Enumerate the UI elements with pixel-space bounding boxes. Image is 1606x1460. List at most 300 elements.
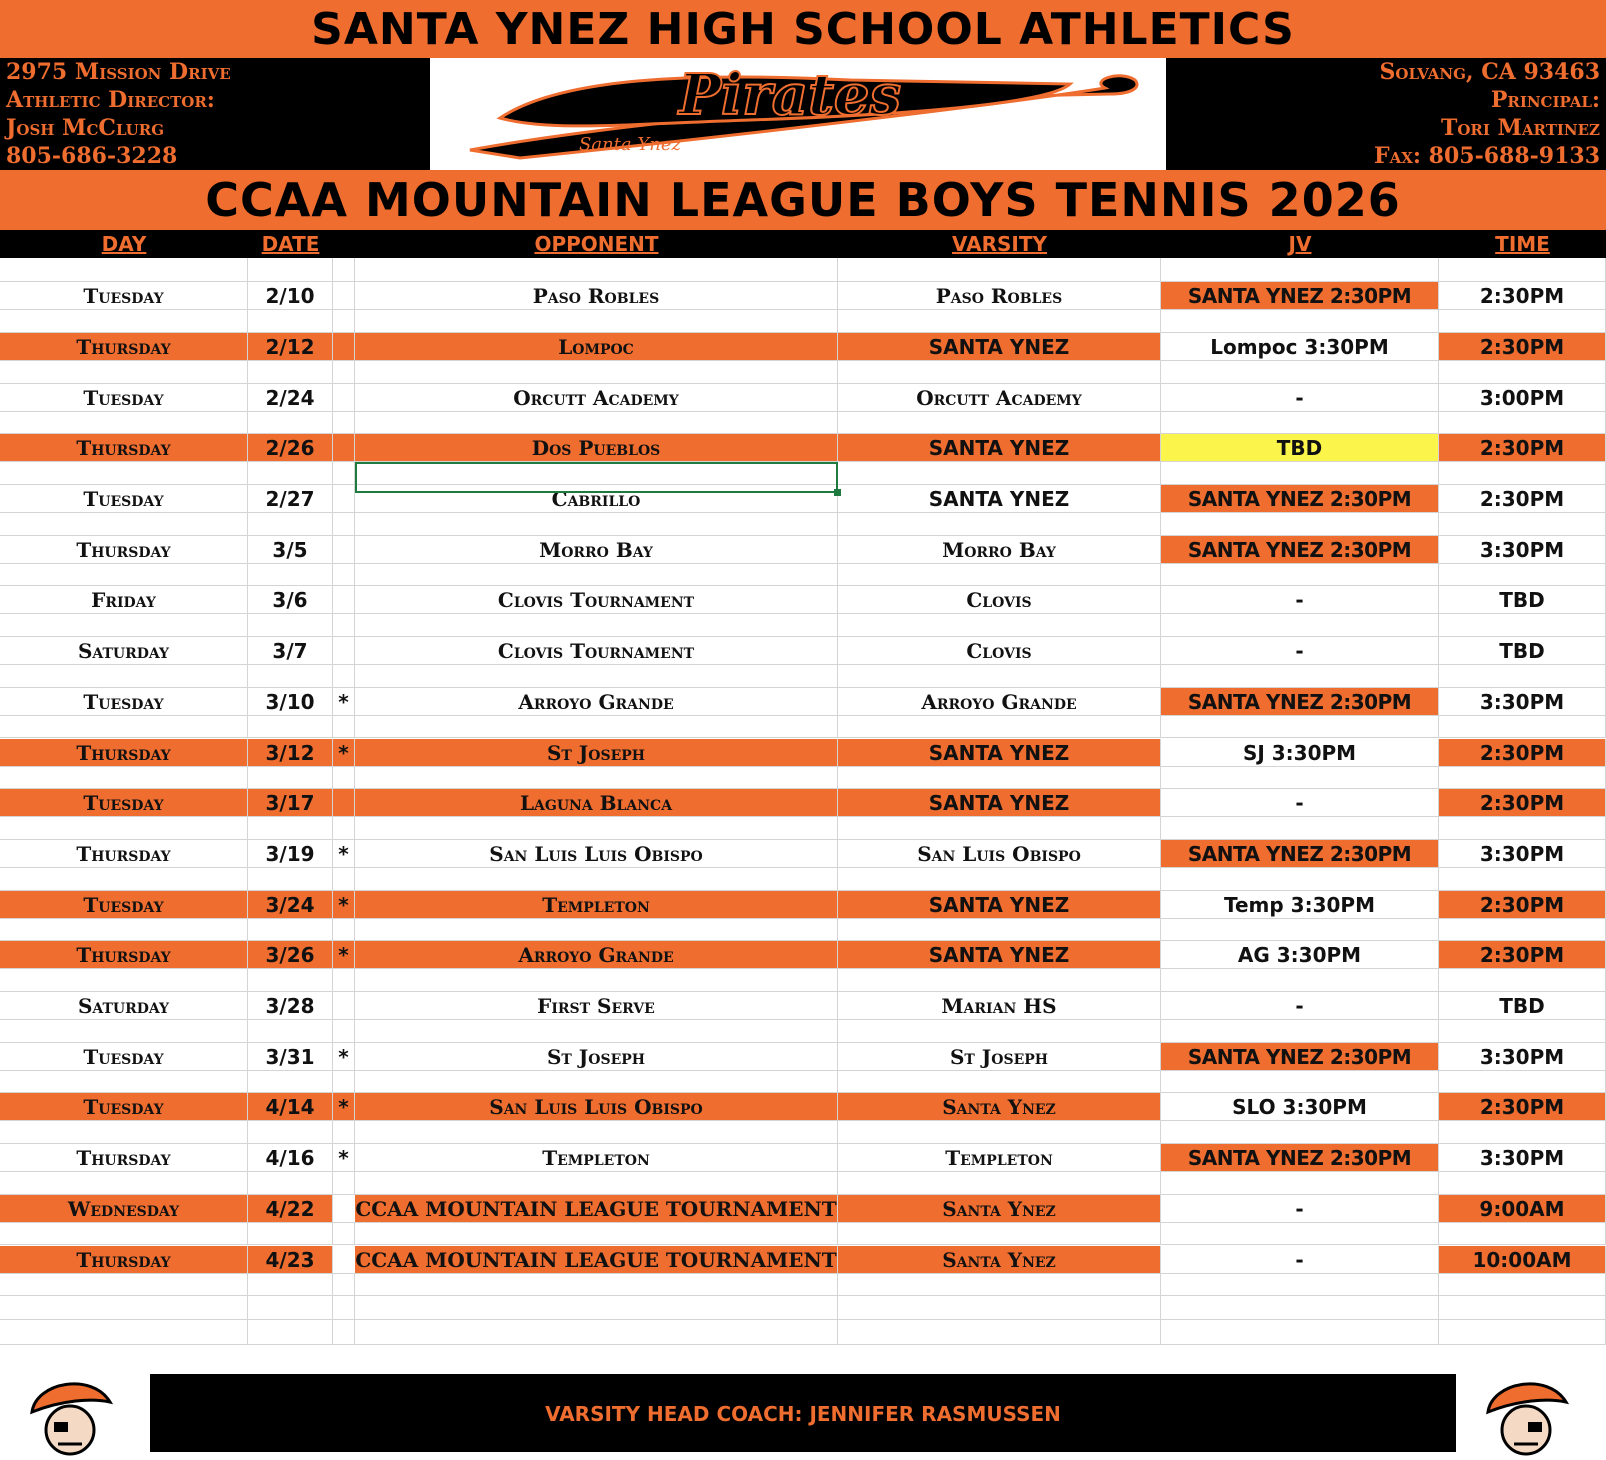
empty-cell[interactable] bbox=[248, 665, 333, 687]
empty-cell[interactable] bbox=[248, 462, 333, 484]
empty-cell[interactable] bbox=[1161, 1296, 1439, 1319]
date-cell[interactable]: 4/16 bbox=[248, 1144, 333, 1171]
empty-cell[interactable] bbox=[333, 258, 355, 281]
day-cell[interactable]: Friday bbox=[0, 586, 248, 613]
empty-cell[interactable] bbox=[333, 1223, 355, 1245]
empty-cell[interactable] bbox=[333, 614, 355, 636]
empty-cell[interactable] bbox=[1161, 1020, 1439, 1042]
empty-cell[interactable] bbox=[248, 513, 333, 535]
empty-cell[interactable] bbox=[1161, 614, 1439, 636]
empty-cell[interactable] bbox=[1161, 310, 1439, 332]
col-header-date[interactable]: DATE bbox=[261, 232, 320, 256]
empty-cell[interactable] bbox=[838, 513, 1161, 535]
date-cell[interactable]: 2/26 bbox=[248, 434, 333, 461]
empty-cell[interactable] bbox=[1439, 564, 1606, 586]
date-cell[interactable]: 2/27 bbox=[248, 485, 333, 512]
empty-cell[interactable] bbox=[1439, 1020, 1606, 1042]
empty-cell[interactable] bbox=[0, 716, 248, 738]
selected-cell[interactable] bbox=[355, 462, 838, 493]
jv-cell[interactable]: - bbox=[1161, 992, 1439, 1019]
jv-cell[interactable]: - bbox=[1161, 586, 1439, 613]
empty-cell[interactable] bbox=[838, 564, 1161, 586]
time-cell[interactable]: 2:30PM bbox=[1439, 333, 1606, 360]
empty-cell[interactable] bbox=[248, 969, 333, 991]
varsity-cell[interactable]: SANTA YNEZ bbox=[838, 891, 1161, 918]
empty-cell[interactable] bbox=[248, 919, 333, 941]
varsity-cell[interactable]: Clovis bbox=[838, 586, 1161, 613]
conference-marker-cell[interactable]: * bbox=[333, 941, 355, 968]
opponent-cell[interactable]: Dos Pueblos bbox=[355, 434, 838, 461]
empty-cell[interactable] bbox=[1439, 361, 1606, 383]
opponent-cell[interactable]: St Joseph bbox=[355, 739, 838, 766]
jv-cell[interactable]: Temp 3:30PM bbox=[1161, 891, 1439, 918]
game-row[interactable] bbox=[0, 1043, 1606, 1071]
empty-cell[interactable] bbox=[0, 1274, 248, 1296]
jv-cell[interactable]: SJ 3:30PM bbox=[1161, 739, 1439, 766]
empty-cell[interactable] bbox=[0, 614, 248, 636]
empty-cell[interactable] bbox=[248, 258, 333, 281]
game-row[interactable] bbox=[0, 1195, 1606, 1223]
empty-cell[interactable] bbox=[1161, 361, 1439, 383]
varsity-cell[interactable]: Arroyo Grande bbox=[838, 688, 1161, 715]
empty-cell[interactable] bbox=[838, 1071, 1161, 1093]
empty-cell[interactable] bbox=[0, 564, 248, 586]
empty-cell[interactable] bbox=[333, 564, 355, 586]
empty-cell[interactable] bbox=[1439, 767, 1606, 789]
empty-cell[interactable] bbox=[248, 1020, 333, 1042]
jv-cell[interactable]: SANTA YNEZ 2:30PM bbox=[1161, 536, 1439, 563]
day-cell[interactable]: Saturday bbox=[0, 992, 248, 1019]
opponent-cell[interactable]: Orcutt Academy bbox=[355, 384, 838, 411]
game-row[interactable] bbox=[0, 586, 1606, 614]
opponent-cell[interactable]: Clovis Tournament bbox=[355, 586, 838, 613]
empty-cell[interactable] bbox=[1439, 1071, 1606, 1093]
jv-cell[interactable]: SANTA YNEZ 2:30PM bbox=[1161, 1144, 1439, 1171]
empty-cell[interactable] bbox=[0, 665, 248, 687]
empty-cell[interactable] bbox=[355, 361, 838, 383]
empty-cell[interactable] bbox=[0, 412, 248, 434]
empty-cell[interactable] bbox=[248, 817, 333, 839]
varsity-cell[interactable]: Orcutt Academy bbox=[838, 384, 1161, 411]
empty-cell[interactable] bbox=[248, 716, 333, 738]
empty-cell[interactable] bbox=[333, 868, 355, 890]
empty-cell[interactable] bbox=[838, 817, 1161, 839]
opponent-cell[interactable]: Morro Bay bbox=[355, 536, 838, 563]
empty-cell[interactable] bbox=[248, 767, 333, 789]
empty-cell[interactable] bbox=[355, 1274, 838, 1296]
empty-cell[interactable] bbox=[0, 513, 248, 535]
opponent-cell[interactable]: Templeton bbox=[355, 1144, 838, 1171]
empty-cell[interactable] bbox=[1439, 1172, 1606, 1194]
empty-cell[interactable] bbox=[1161, 919, 1439, 941]
day-cell[interactable]: Thursday bbox=[0, 941, 248, 968]
empty-cell[interactable] bbox=[838, 1172, 1161, 1194]
date-cell[interactable]: 3/12 bbox=[248, 739, 333, 766]
empty-cell[interactable] bbox=[333, 1296, 355, 1319]
empty-cell[interactable] bbox=[1161, 1223, 1439, 1245]
empty-cell[interactable] bbox=[355, 1121, 838, 1143]
empty-cell[interactable] bbox=[838, 1274, 1161, 1296]
time-cell[interactable]: 10:00AM bbox=[1439, 1246, 1606, 1273]
empty-cell[interactable] bbox=[248, 310, 333, 332]
empty-cell[interactable] bbox=[248, 868, 333, 890]
time-cell[interactable]: 2:30PM bbox=[1439, 941, 1606, 968]
empty-cell[interactable] bbox=[355, 564, 838, 586]
empty-cell[interactable] bbox=[355, 1320, 838, 1343]
empty-cell[interactable] bbox=[333, 361, 355, 383]
empty-cell[interactable] bbox=[333, 1071, 355, 1093]
jv-cell[interactable]: SLO 3:30PM bbox=[1161, 1093, 1439, 1120]
opponent-cell[interactable]: St Joseph bbox=[355, 1043, 838, 1070]
opponent-cell[interactable]: San Luis Luis Obispo bbox=[355, 1093, 838, 1120]
day-cell[interactable]: Thursday bbox=[0, 1144, 248, 1171]
empty-cell[interactable] bbox=[0, 1020, 248, 1042]
conference-marker-cell[interactable]: * bbox=[333, 891, 355, 918]
day-cell[interactable]: Tuesday bbox=[0, 688, 248, 715]
empty-cell[interactable] bbox=[248, 1274, 333, 1296]
empty-cell[interactable] bbox=[0, 1320, 248, 1343]
conference-marker-cell[interactable] bbox=[333, 992, 355, 1019]
conference-marker-cell[interactable] bbox=[333, 789, 355, 816]
empty-cell[interactable] bbox=[838, 1320, 1161, 1343]
varsity-cell[interactable]: SANTA YNEZ bbox=[838, 333, 1161, 360]
empty-cell[interactable] bbox=[0, 817, 248, 839]
conference-marker-cell[interactable] bbox=[333, 434, 355, 461]
varsity-cell[interactable]: SANTA YNEZ bbox=[838, 941, 1161, 968]
day-cell[interactable]: Tuesday bbox=[0, 384, 248, 411]
empty-cell[interactable] bbox=[838, 1223, 1161, 1245]
empty-cell[interactable] bbox=[248, 1172, 333, 1194]
date-cell[interactable]: 3/31 bbox=[248, 1043, 333, 1070]
date-cell[interactable]: 3/7 bbox=[248, 637, 333, 664]
game-row[interactable] bbox=[0, 688, 1606, 716]
empty-cell[interactable] bbox=[838, 767, 1161, 789]
day-cell[interactable]: Tuesday bbox=[0, 1093, 248, 1120]
empty-cell[interactable] bbox=[1161, 1172, 1439, 1194]
varsity-cell[interactable]: Santa Ynez bbox=[838, 1093, 1161, 1120]
time-cell[interactable]: 3:30PM bbox=[1439, 688, 1606, 715]
varsity-cell[interactable]: SANTA YNEZ bbox=[838, 434, 1161, 461]
empty-cell[interactable] bbox=[1161, 1071, 1439, 1093]
day-cell[interactable]: Thursday bbox=[0, 536, 248, 563]
empty-cell[interactable] bbox=[1439, 1223, 1606, 1245]
empty-cell[interactable] bbox=[1439, 716, 1606, 738]
varsity-cell[interactable]: Marian HS bbox=[838, 992, 1161, 1019]
varsity-cell[interactable]: Morro Bay bbox=[838, 536, 1161, 563]
game-row[interactable] bbox=[0, 840, 1606, 868]
empty-cell[interactable] bbox=[355, 1223, 838, 1245]
varsity-cell[interactable]: SANTA YNEZ bbox=[838, 485, 1161, 512]
jv-cell[interactable]: - bbox=[1161, 789, 1439, 816]
game-row[interactable] bbox=[0, 333, 1606, 361]
empty-cell[interactable] bbox=[1161, 513, 1439, 535]
empty-cell[interactable] bbox=[1161, 868, 1439, 890]
empty-cell[interactable] bbox=[333, 716, 355, 738]
date-cell[interactable]: 3/10 bbox=[248, 688, 333, 715]
varsity-cell[interactable]: Santa Ynez bbox=[838, 1195, 1161, 1222]
empty-cell[interactable] bbox=[333, 817, 355, 839]
empty-cell[interactable] bbox=[355, 1020, 838, 1042]
empty-cell[interactable] bbox=[248, 361, 333, 383]
jv-cell[interactable]: SANTA YNEZ 2:30PM bbox=[1161, 688, 1439, 715]
date-cell[interactable]: 3/26 bbox=[248, 941, 333, 968]
empty-cell[interactable] bbox=[838, 1020, 1161, 1042]
empty-cell[interactable] bbox=[1439, 868, 1606, 890]
empty-cell[interactable] bbox=[1439, 1320, 1606, 1343]
empty-cell[interactable] bbox=[1161, 1274, 1439, 1296]
empty-cell[interactable] bbox=[0, 868, 248, 890]
time-cell[interactable]: 2:30PM bbox=[1439, 434, 1606, 461]
date-cell[interactable]: 3/19 bbox=[248, 840, 333, 867]
col-header-jv[interactable]: JV bbox=[1288, 232, 1312, 256]
game-row[interactable] bbox=[0, 1144, 1606, 1172]
empty-cell[interactable] bbox=[1161, 462, 1439, 484]
empty-cell[interactable] bbox=[0, 1172, 248, 1194]
empty-cell[interactable] bbox=[838, 1296, 1161, 1319]
conference-marker-cell[interactable]: * bbox=[333, 1093, 355, 1120]
empty-cell[interactable] bbox=[355, 969, 838, 991]
empty-cell[interactable] bbox=[355, 1296, 838, 1319]
empty-cell[interactable] bbox=[1161, 412, 1439, 434]
day-cell[interactable]: Tuesday bbox=[0, 1043, 248, 1070]
opponent-cell[interactable]: Cabrillo bbox=[355, 485, 838, 512]
empty-cell[interactable] bbox=[333, 919, 355, 941]
varsity-cell[interactable]: SANTA YNEZ bbox=[838, 739, 1161, 766]
empty-cell[interactable] bbox=[1161, 817, 1439, 839]
empty-cell[interactable] bbox=[1439, 412, 1606, 434]
time-cell[interactable]: 2:30PM bbox=[1439, 891, 1606, 918]
empty-cell[interactable] bbox=[1161, 716, 1439, 738]
time-cell[interactable]: 3:30PM bbox=[1439, 840, 1606, 867]
col-header-varsity[interactable]: VARSITY bbox=[952, 232, 1047, 256]
day-cell[interactable]: Thursday bbox=[0, 840, 248, 867]
empty-cell[interactable] bbox=[1439, 462, 1606, 484]
empty-cell[interactable] bbox=[333, 462, 355, 484]
day-cell[interactable]: Thursday bbox=[0, 1246, 248, 1273]
date-cell[interactable]: 4/14 bbox=[248, 1093, 333, 1120]
empty-cell[interactable] bbox=[355, 310, 838, 332]
game-row[interactable] bbox=[0, 536, 1606, 564]
varsity-cell[interactable]: San Luis Obispo bbox=[838, 840, 1161, 867]
empty-cell[interactable] bbox=[1161, 1121, 1439, 1143]
conference-marker-cell[interactable] bbox=[333, 333, 355, 360]
empty-cell[interactable] bbox=[838, 716, 1161, 738]
varsity-cell[interactable]: Clovis bbox=[838, 637, 1161, 664]
game-row[interactable] bbox=[0, 1246, 1606, 1274]
empty-cell[interactable] bbox=[0, 1071, 248, 1093]
empty-cell[interactable] bbox=[355, 767, 838, 789]
day-cell[interactable]: Saturday bbox=[0, 637, 248, 664]
empty-cell[interactable] bbox=[1439, 1296, 1606, 1319]
empty-cell[interactable] bbox=[248, 564, 333, 586]
time-cell[interactable]: 2:30PM bbox=[1439, 789, 1606, 816]
date-cell[interactable]: 3/24 bbox=[248, 891, 333, 918]
jv-cell[interactable]: - bbox=[1161, 1246, 1439, 1273]
empty-cell[interactable] bbox=[355, 513, 838, 535]
game-row[interactable] bbox=[0, 434, 1606, 462]
col-header-day[interactable]: DAY bbox=[101, 232, 147, 256]
empty-cell[interactable] bbox=[248, 1071, 333, 1093]
empty-cell[interactable] bbox=[838, 969, 1161, 991]
empty-cell[interactable] bbox=[1161, 665, 1439, 687]
jv-cell[interactable]: SANTA YNEZ 2:30PM bbox=[1161, 282, 1439, 309]
conference-marker-cell[interactable]: * bbox=[333, 739, 355, 766]
empty-cell[interactable] bbox=[355, 868, 838, 890]
opponent-cell[interactable]: Arroyo Grande bbox=[355, 688, 838, 715]
day-cell[interactable]: Thursday bbox=[0, 434, 248, 461]
empty-cell[interactable] bbox=[333, 1172, 355, 1194]
empty-cell[interactable] bbox=[1161, 767, 1439, 789]
opponent-cell[interactable]: Laguna Blanca bbox=[355, 789, 838, 816]
fill-handle[interactable] bbox=[834, 489, 841, 496]
empty-cell[interactable] bbox=[355, 614, 838, 636]
game-row[interactable] bbox=[0, 739, 1606, 767]
varsity-cell[interactable]: St Joseph bbox=[838, 1043, 1161, 1070]
empty-cell[interactable] bbox=[355, 817, 838, 839]
time-cell[interactable]: TBD bbox=[1439, 992, 1606, 1019]
empty-cell[interactable] bbox=[0, 1223, 248, 1245]
day-cell[interactable]: Tuesday bbox=[0, 891, 248, 918]
jv-cell[interactable]: - bbox=[1161, 1195, 1439, 1222]
conference-marker-cell[interactable]: * bbox=[333, 1043, 355, 1070]
empty-cell[interactable] bbox=[333, 310, 355, 332]
time-cell[interactable]: 2:30PM bbox=[1439, 739, 1606, 766]
varsity-cell[interactable]: Santa Ynez bbox=[838, 1246, 1161, 1273]
empty-cell[interactable] bbox=[1439, 817, 1606, 839]
time-cell[interactable]: TBD bbox=[1439, 637, 1606, 664]
empty-cell[interactable] bbox=[1439, 1121, 1606, 1143]
empty-cell[interactable] bbox=[0, 919, 248, 941]
empty-cell[interactable] bbox=[248, 412, 333, 434]
opponent-cell[interactable]: San Luis Luis Obispo bbox=[355, 840, 838, 867]
opponent-cell[interactable]: CCAA MOUNTAIN LEAGUE TOURNAMENT bbox=[355, 1247, 837, 1272]
empty-cell[interactable] bbox=[355, 665, 838, 687]
day-cell[interactable]: Tuesday bbox=[0, 485, 248, 512]
game-row[interactable] bbox=[0, 384, 1606, 412]
time-cell[interactable]: 2:30PM bbox=[1439, 485, 1606, 512]
empty-cell[interactable] bbox=[1439, 614, 1606, 636]
empty-cell[interactable] bbox=[333, 767, 355, 789]
empty-cell[interactable] bbox=[1161, 564, 1439, 586]
jv-cell[interactable]: SANTA YNEZ 2:30PM bbox=[1161, 1043, 1439, 1070]
empty-cell[interactable] bbox=[838, 258, 1161, 281]
empty-cell[interactable] bbox=[248, 614, 333, 636]
jv-cell[interactable]: AG 3:30PM bbox=[1161, 941, 1439, 968]
date-cell[interactable]: 3/28 bbox=[248, 992, 333, 1019]
date-cell[interactable]: 3/17 bbox=[248, 789, 333, 816]
empty-cell[interactable] bbox=[355, 716, 838, 738]
time-cell[interactable]: 3:00PM bbox=[1439, 384, 1606, 411]
jv-cell[interactable]: SANTA YNEZ 2:30PM bbox=[1161, 840, 1439, 867]
empty-cell[interactable] bbox=[1439, 258, 1606, 281]
day-cell[interactable]: Wednesday bbox=[0, 1195, 248, 1222]
empty-cell[interactable] bbox=[355, 258, 838, 281]
empty-cell[interactable] bbox=[333, 1121, 355, 1143]
empty-cell[interactable] bbox=[248, 1320, 333, 1343]
game-row[interactable] bbox=[0, 1093, 1606, 1121]
opponent-cell[interactable]: Clovis Tournament bbox=[355, 637, 838, 664]
jv-cell[interactable]: - bbox=[1161, 384, 1439, 411]
empty-cell[interactable] bbox=[0, 969, 248, 991]
empty-cell[interactable] bbox=[333, 969, 355, 991]
varsity-cell[interactable]: Paso Robles bbox=[838, 282, 1161, 309]
empty-cell[interactable] bbox=[838, 919, 1161, 941]
empty-cell[interactable] bbox=[1439, 919, 1606, 941]
empty-cell[interactable] bbox=[333, 665, 355, 687]
game-row[interactable] bbox=[0, 941, 1606, 969]
empty-cell[interactable] bbox=[1161, 258, 1439, 281]
time-cell[interactable]: TBD bbox=[1439, 586, 1606, 613]
empty-cell[interactable] bbox=[838, 361, 1161, 383]
date-cell[interactable]: 4/22 bbox=[248, 1195, 333, 1222]
empty-cell[interactable] bbox=[333, 412, 355, 434]
game-row[interactable] bbox=[0, 891, 1606, 919]
date-cell[interactable]: 4/23 bbox=[248, 1246, 333, 1273]
empty-cell[interactable] bbox=[248, 1296, 333, 1319]
opponent-cell[interactable]: Lompoc bbox=[355, 333, 838, 360]
date-cell[interactable]: 3/6 bbox=[248, 586, 333, 613]
empty-cell[interactable] bbox=[1439, 310, 1606, 332]
conference-marker-cell[interactable] bbox=[333, 586, 355, 613]
varsity-cell[interactable]: Templeton bbox=[838, 1144, 1161, 1171]
empty-cell[interactable] bbox=[838, 412, 1161, 434]
empty-cell[interactable] bbox=[1161, 969, 1439, 991]
empty-cell[interactable] bbox=[0, 1296, 248, 1319]
conference-marker-cell[interactable] bbox=[333, 536, 355, 563]
empty-cell[interactable] bbox=[838, 614, 1161, 636]
jv-cell[interactable]: - bbox=[1161, 637, 1439, 664]
opponent-cell[interactable]: CCAA MOUNTAIN LEAGUE TOURNAMENT bbox=[355, 1196, 837, 1221]
empty-cell[interactable] bbox=[333, 513, 355, 535]
empty-cell[interactable] bbox=[838, 310, 1161, 332]
empty-cell[interactable] bbox=[1161, 1320, 1439, 1343]
game-row[interactable] bbox=[0, 992, 1606, 1020]
game-row[interactable] bbox=[0, 637, 1606, 665]
opponent-cell[interactable]: Templeton bbox=[355, 891, 838, 918]
time-cell[interactable]: 9:00AM bbox=[1439, 1195, 1606, 1222]
date-cell[interactable]: 2/12 bbox=[248, 333, 333, 360]
conference-marker-cell[interactable] bbox=[333, 485, 355, 512]
opponent-cell[interactable]: Paso Robles bbox=[355, 282, 838, 309]
empty-cell[interactable] bbox=[248, 1121, 333, 1143]
empty-cell[interactable] bbox=[0, 462, 248, 484]
time-cell[interactable]: 2:30PM bbox=[1439, 282, 1606, 309]
time-cell[interactable]: 3:30PM bbox=[1439, 1144, 1606, 1171]
empty-cell[interactable] bbox=[333, 1274, 355, 1296]
empty-cell[interactable] bbox=[1439, 665, 1606, 687]
empty-cell[interactable] bbox=[0, 361, 248, 383]
empty-cell[interactable] bbox=[1439, 969, 1606, 991]
day-cell[interactable]: Tuesday bbox=[0, 282, 248, 309]
empty-cell[interactable] bbox=[838, 462, 1161, 484]
empty-cell[interactable] bbox=[0, 1121, 248, 1143]
col-header-opponent[interactable]: OPPONENT bbox=[534, 232, 659, 256]
empty-cell[interactable] bbox=[355, 1071, 838, 1093]
varsity-cell[interactable]: SANTA YNEZ bbox=[838, 789, 1161, 816]
conference-marker-cell[interactable] bbox=[333, 637, 355, 664]
empty-cell[interactable] bbox=[838, 868, 1161, 890]
col-header-time[interactable]: TIME bbox=[1495, 232, 1550, 256]
game-row[interactable] bbox=[0, 282, 1606, 310]
day-cell[interactable]: Tuesday bbox=[0, 789, 248, 816]
time-cell[interactable]: 3:30PM bbox=[1439, 1043, 1606, 1070]
day-cell[interactable]: Thursday bbox=[0, 739, 248, 766]
game-row[interactable] bbox=[0, 789, 1606, 817]
conference-marker-cell[interactable]: * bbox=[333, 688, 355, 715]
day-cell[interactable]: Thursday bbox=[0, 333, 248, 360]
jv-cell[interactable]: Lompoc 3:30PM bbox=[1161, 333, 1439, 360]
date-cell[interactable]: 2/24 bbox=[248, 384, 333, 411]
